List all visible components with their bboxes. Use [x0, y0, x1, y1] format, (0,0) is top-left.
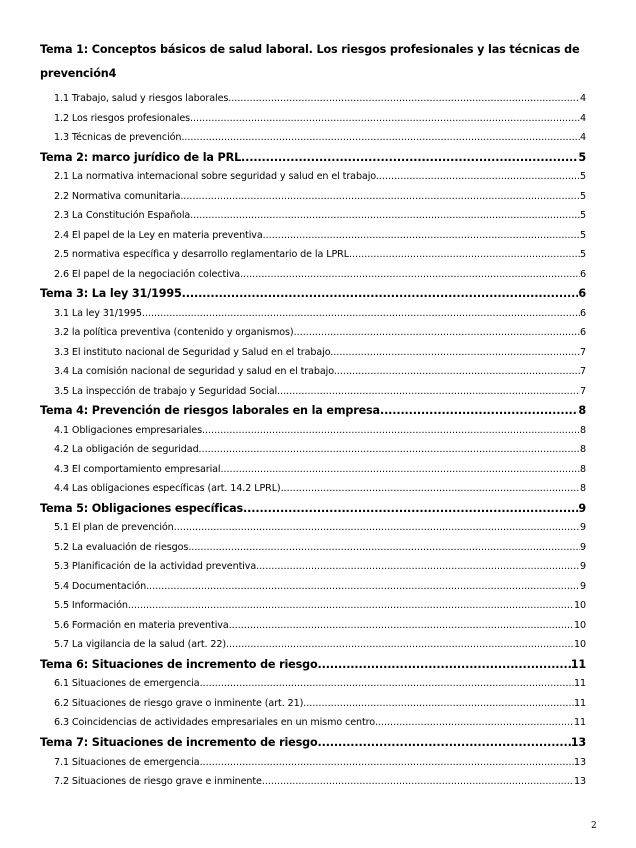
toc-subsection-entry-page: 10	[573, 600, 586, 612]
toc-subsection-entry-page: 8	[579, 444, 586, 456]
toc-tema-entry[interactable]	[40, 284, 586, 304]
toc-subsection-entry-page: 6	[579, 268, 586, 280]
dot-leader	[294, 323, 580, 343]
toc-subsection-entry-label: 7.1 Situaciones de emergencia.	[54, 756, 203, 768]
toc-subsection-entry[interactable]	[40, 616, 586, 636]
toc-subsection-entry[interactable]	[40, 479, 586, 499]
toc-tema-title-line2-page: 4	[108, 67, 117, 80]
dot-leader	[191, 538, 580, 558]
toc-subsection-entry[interactable]	[40, 89, 586, 109]
toc-subsection-entry[interactable]	[40, 460, 586, 480]
toc-tema-entry-label: Tema 3: La ley 31/1995.	[40, 287, 186, 301]
page-number: 2	[591, 821, 597, 831]
toc-subsection-entry[interactable]	[40, 343, 586, 363]
dot-leader	[149, 577, 580, 597]
dot-leader	[337, 362, 580, 382]
dot-leader	[284, 479, 580, 499]
toc-subsection-entry[interactable]	[40, 109, 586, 129]
toc-subsection-entry-label: 2.5 normativa específica y desarrollo reglamentario de la LPRL	[54, 249, 349, 261]
toc-subsection-entry-label: 3.3 El instituto nacional de Seguridad y Salud en el trabajo.	[54, 346, 334, 358]
toc-subsection-entry[interactable]	[40, 323, 586, 343]
toc-subsection-entry-label: 3.2 la política preventiva (contenido y organismos)	[54, 327, 294, 339]
toc-tema-entry[interactable]	[40, 499, 586, 519]
dot-leader	[306, 694, 574, 714]
toc-subsection-entry-label: 5.5 Información.	[54, 600, 131, 612]
toc-tema-entry-label: Tema 7: Situaciones de incremento de riesgo	[40, 735, 318, 749]
toc-subsection-entry[interactable]	[40, 694, 586, 714]
toc-subsection-entry-label: 5.4 Documentación.	[54, 580, 150, 592]
toc-tema-title-line1: Tema 1: Conceptos básicos de salud laboral. Los riesgos profesionales y las técnicas de	[40, 43, 580, 56]
toc-tema-entry-page: 11	[570, 657, 586, 671]
toc-tema-title-line2[interactable]	[40, 59, 586, 89]
toc-tema-entry-page: 6	[578, 287, 586, 301]
toc-subsection-entry[interactable]	[40, 167, 586, 187]
toc-subsection-entry-page: 11	[573, 697, 586, 709]
dot-leader	[131, 596, 574, 616]
toc-subsection-entry-page: 4	[579, 112, 586, 124]
toc-subsection-entry-page: 7	[579, 346, 586, 358]
dot-leader	[184, 128, 580, 148]
toc-subsection-entry-page: 4	[579, 93, 586, 104]
toc-subsection-entry-label: 5.1 El plan de prevención	[54, 522, 174, 534]
toc-subsection-entry-page: 11	[573, 717, 586, 729]
toc-subsection-entry-page: 6	[579, 327, 586, 339]
dot-leader	[243, 265, 580, 285]
dot-leader	[378, 713, 574, 733]
toc-subsection-entry-label: 2.4 El papel de la Ley en materia preventiva.	[54, 229, 266, 241]
toc-subsection-entry-label: 1.2 Los riesgos profesionales.	[54, 112, 193, 124]
toc-subsection-entry[interactable]	[40, 440, 586, 460]
toc-subsection-entry-label: 4.2 La obligación de seguridad.	[54, 444, 202, 456]
toc-subsection-entry[interactable]	[40, 421, 586, 441]
toc-subsection-entry-page: 7	[579, 385, 586, 397]
toc-subsection-entry-label: 7.2 Situaciones de riesgo grave e inminente.	[54, 776, 265, 788]
toc-subsection-entry-page: 8	[579, 424, 586, 436]
toc-tema-entry[interactable]	[40, 40, 586, 89]
toc-tema-entry-label: Tema 2: marco jurídico de la PRL.	[40, 150, 246, 164]
dot-leader	[280, 382, 580, 402]
dot-leader	[203, 674, 574, 694]
toc-subsection-entry-label: 2.2 Normativa comunitaria.	[54, 190, 184, 202]
toc-tema-entry-label: Tema 5: Obligaciones específicas	[40, 501, 244, 515]
toc-subsection-entry-label: 5.7 La vigilancia de la salud (art. 22).	[54, 639, 229, 651]
toc-subsection-entry[interactable]	[40, 557, 586, 577]
table-of-contents	[40, 40, 586, 792]
toc-subsection-entry-label: 3.1 La ley 31/1995.	[54, 307, 145, 319]
toc-subsection-entry-page: 13	[573, 776, 586, 788]
dot-leader	[193, 109, 580, 129]
toc-subsection-entry-page: 4	[579, 132, 586, 143]
dot-leader	[193, 206, 580, 226]
toc-subsection-entry[interactable]	[40, 538, 586, 558]
dot-leader	[384, 401, 578, 421]
toc-subsection-entry-label: 1.1 Trabajo, salud y riesgos laborales.	[54, 93, 232, 104]
dot-leader	[265, 772, 574, 792]
dot-leader	[205, 421, 580, 441]
toc-subsection-entry-page: 5	[579, 229, 586, 241]
toc-subsection-entry-label: 6.3 Coincidencias de actividades empresariales en un mismo centro.	[54, 717, 378, 729]
toc-tema-entry[interactable]	[40, 148, 586, 168]
toc-subsection-entry[interactable]	[40, 245, 586, 265]
toc-subsection-entry-page: 9	[579, 580, 586, 592]
toc-subsection-entry-page: 9	[579, 522, 586, 534]
dot-leader	[349, 245, 580, 265]
toc-subsection-entry-label: 1.3 Técnicas de prevención.	[54, 132, 185, 143]
dot-leader	[232, 616, 574, 636]
toc-subsection-entry[interactable]	[40, 304, 586, 324]
toc-subsection-entry-page: 9	[579, 561, 586, 573]
toc-tema-entry-page: 5	[578, 150, 586, 164]
dot-leader	[145, 304, 580, 324]
toc-subsection-entry[interactable]	[40, 753, 586, 773]
toc-subsection-entry[interactable]	[40, 226, 586, 246]
toc-tema-entry-page: 13	[570, 735, 586, 749]
toc-subsection-entry[interactable]	[40, 772, 586, 792]
toc-subsection-entry-label: 5.2 La evaluación de riesgos.	[54, 541, 192, 553]
toc-subsection-entry[interactable]	[40, 635, 586, 655]
dot-leader	[243, 499, 578, 519]
toc-tema-title-line2-label: prevención	[40, 67, 109, 80]
dot-leader	[183, 187, 580, 207]
dot-leader	[231, 89, 580, 109]
toc-subsection-entry-label: 5.6 Formación en materia preventiva.	[54, 619, 232, 631]
toc-subsection-entry-page: 7	[579, 366, 586, 378]
toc-tema-entry-page: 8	[578, 404, 586, 418]
toc-subsection-entry[interactable]	[40, 206, 586, 226]
dot-leader	[333, 343, 580, 363]
toc-tema-entry-label: Tema 4: Prevención de riesgos laborales en la empresa.	[40, 404, 385, 418]
toc-tema-entry[interactable]	[40, 733, 586, 753]
toc-subsection-entry-page: 5	[579, 190, 586, 202]
toc-subsection-entry-page: 5	[579, 210, 586, 222]
toc-subsection-entry-page: 5	[579, 171, 586, 183]
toc-subsection-entry[interactable]	[40, 362, 586, 382]
toc-tema-entry[interactable]	[40, 401, 586, 421]
dot-leader	[223, 460, 580, 480]
toc-subsection-entry-page: 13	[573, 756, 586, 768]
toc-tema-entry-page: 9	[578, 501, 586, 515]
toc-subsection-entry-label: 6.2 Situaciones de riesgo grave o inminente (art. 21).	[54, 697, 307, 709]
toc-subsection-entry[interactable]	[40, 596, 586, 616]
toc-tema-entry-label: Tema 6: Situaciones de incremento de riesgo	[40, 657, 318, 671]
dot-leader	[379, 167, 580, 187]
toc-subsection-entry-page: 8	[579, 463, 586, 475]
toc-subsection-entry-page: 10	[573, 619, 586, 631]
toc-subsection-entry-page: 6	[579, 307, 586, 319]
toc-subsection-entry-label: 2.1 La normativa internacional sobre seguridad y salud en el trabajo.	[54, 171, 379, 183]
toc-subsection-entry[interactable]	[40, 128, 586, 148]
dot-leader	[202, 440, 580, 460]
toc-tema-entry[interactable]	[40, 655, 586, 675]
dot-leader	[259, 557, 580, 577]
toc-subsection-entry-page: 9	[579, 541, 586, 553]
toc-subsection-entry-label: 4.3 El comportamiento empresarial.	[54, 463, 224, 475]
toc-subsection-entry-label: 3.4 La comisión nacional de seguridad y salud en el trabajo.	[54, 366, 337, 378]
toc-subsection-entry[interactable]	[40, 382, 586, 402]
toc-subsection-entry[interactable]	[40, 518, 586, 538]
toc-subsection-entry-page: 11	[573, 678, 586, 690]
toc-subsection-entry-label: 4.1 Obligaciones empresariales.	[54, 424, 205, 436]
toc-subsection-entry-label: 4.4 Las obligaciones específicas (art. 14.2 LPRL).	[54, 483, 284, 495]
toc-subsection-entry-label: 5.3 Planificación de la actividad preventiva.	[54, 561, 260, 573]
dot-leader	[229, 635, 574, 655]
toc-subsection-entry[interactable]	[40, 577, 586, 597]
dot-leader	[318, 655, 571, 675]
toc-subsection-entry[interactable]	[40, 674, 586, 694]
toc-subsection-entry-label: 3.5 La inspección de trabajo y Seguridad Social.	[54, 385, 281, 397]
toc-subsection-entry[interactable]	[40, 713, 586, 733]
toc-subsection-entry-label: 2.6 El papel de la negociación colectiva.	[54, 268, 244, 280]
dot-leader	[186, 284, 579, 304]
toc-subsection-entry-page: 10	[573, 639, 586, 651]
toc-subsection-entry-page: 5	[579, 249, 586, 261]
dot-leader	[266, 226, 580, 246]
toc-subsection-entry-label: 2.3 La Constitución Española.	[54, 210, 194, 222]
dot-leader	[245, 148, 578, 168]
toc-subsection-entry-page: 8	[579, 483, 586, 495]
toc-subsection-entry-label: 6.1 Situaciones de emergencia.	[54, 678, 203, 690]
toc-subsection-entry[interactable]	[40, 187, 586, 207]
dot-leader	[174, 518, 580, 538]
toc-subsection-entry[interactable]	[40, 265, 586, 285]
dot-leader	[318, 733, 571, 753]
dot-leader	[203, 753, 574, 773]
